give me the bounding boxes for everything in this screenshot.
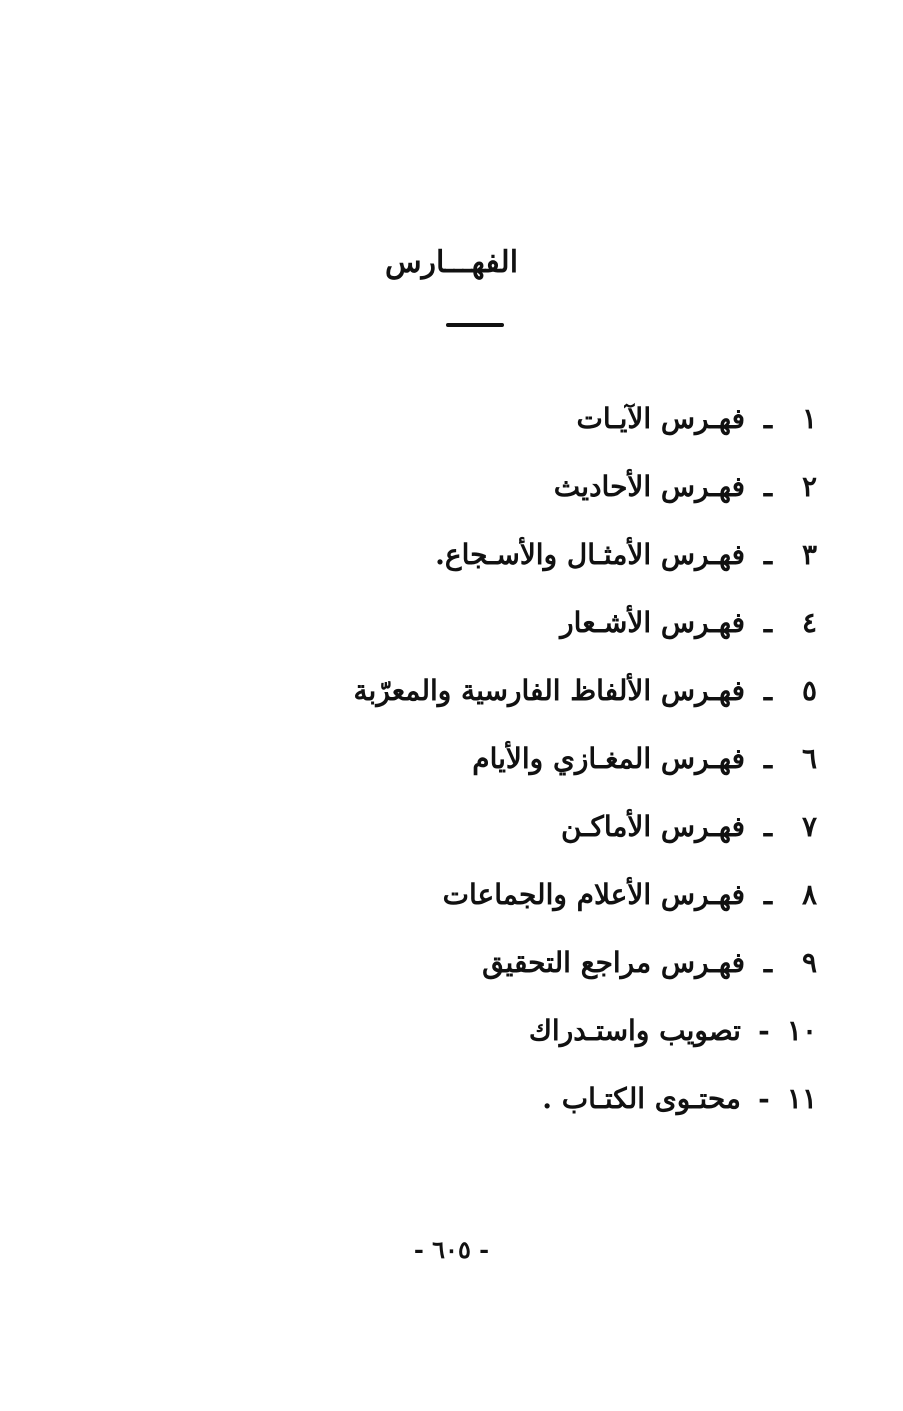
table-of-contents [297,385,817,1133]
toc-item-label: فهـرس الألفاظ الفارسية والمعرّبة [353,674,745,707]
toc-item-label: فهـرس الأعلام والجماعات [442,878,745,911]
toc-item-dash: ـ [763,742,773,775]
toc-item [297,521,817,589]
toc-item [297,793,817,861]
toc-item-label: فهـرس الأماكـن [561,810,745,843]
toc-item [297,861,817,929]
toc-item-dash: ـ [763,878,773,911]
toc-item [297,657,817,725]
toc-item [297,725,817,793]
toc-item [297,385,817,453]
toc-item-number: ١٠ [786,1014,817,1047]
toc-item-label: فهـرس الآيـات [576,402,745,435]
toc-item-dash: ـ [763,674,773,707]
toc-item-number: ٨ [801,878,817,911]
toc-item-number: ٦ [801,742,817,775]
toc-item-label: فهـرس الأمثـال والأسـجاع. [435,538,745,571]
toc-item-number: ٩ [801,946,817,979]
toc-item [297,929,817,997]
toc-item-label: تصويب واستـدراك [528,1014,741,1047]
toc-item-dash: ـ [763,946,773,979]
toc-item-dash: ـ [763,538,773,571]
toc-item [297,997,817,1065]
toc-item-label: فهـرس الأشـعار [560,606,745,639]
toc-item-number: ٤ [801,606,817,639]
page-title: الفهـــارس [384,245,519,280]
toc-item-label: فهـرس المغـازي والأيام [472,742,745,775]
toc-item-dash: ـ [763,606,773,639]
toc-item [297,1065,817,1133]
toc-item-label: فهـرس مراجع التحقيق [482,946,745,979]
toc-item-number: ٥ [801,674,817,707]
toc-item-label: فهـرس الأحاديث [553,470,745,503]
toc-item-label: محتـوى الكتـاب . [542,1082,741,1115]
toc-item-number: ٢ [801,470,817,503]
toc-item-number: ١ [801,402,817,435]
toc-item-number: ١١ [786,1082,817,1115]
toc-item [297,453,817,521]
toc-item-dash: ـ [763,402,773,435]
toc-item-dash: ـ [763,810,773,843]
toc-item-dash: ـ [763,470,773,503]
toc-item-number: ٣ [801,538,817,571]
toc-item-number: ٧ [801,810,817,843]
title-divider [446,323,504,327]
toc-item-dash: - [758,1014,770,1047]
page-number: - ٦٠٥ - [413,1235,490,1264]
toc-item-dash: - [758,1082,770,1115]
toc-item [297,589,817,657]
